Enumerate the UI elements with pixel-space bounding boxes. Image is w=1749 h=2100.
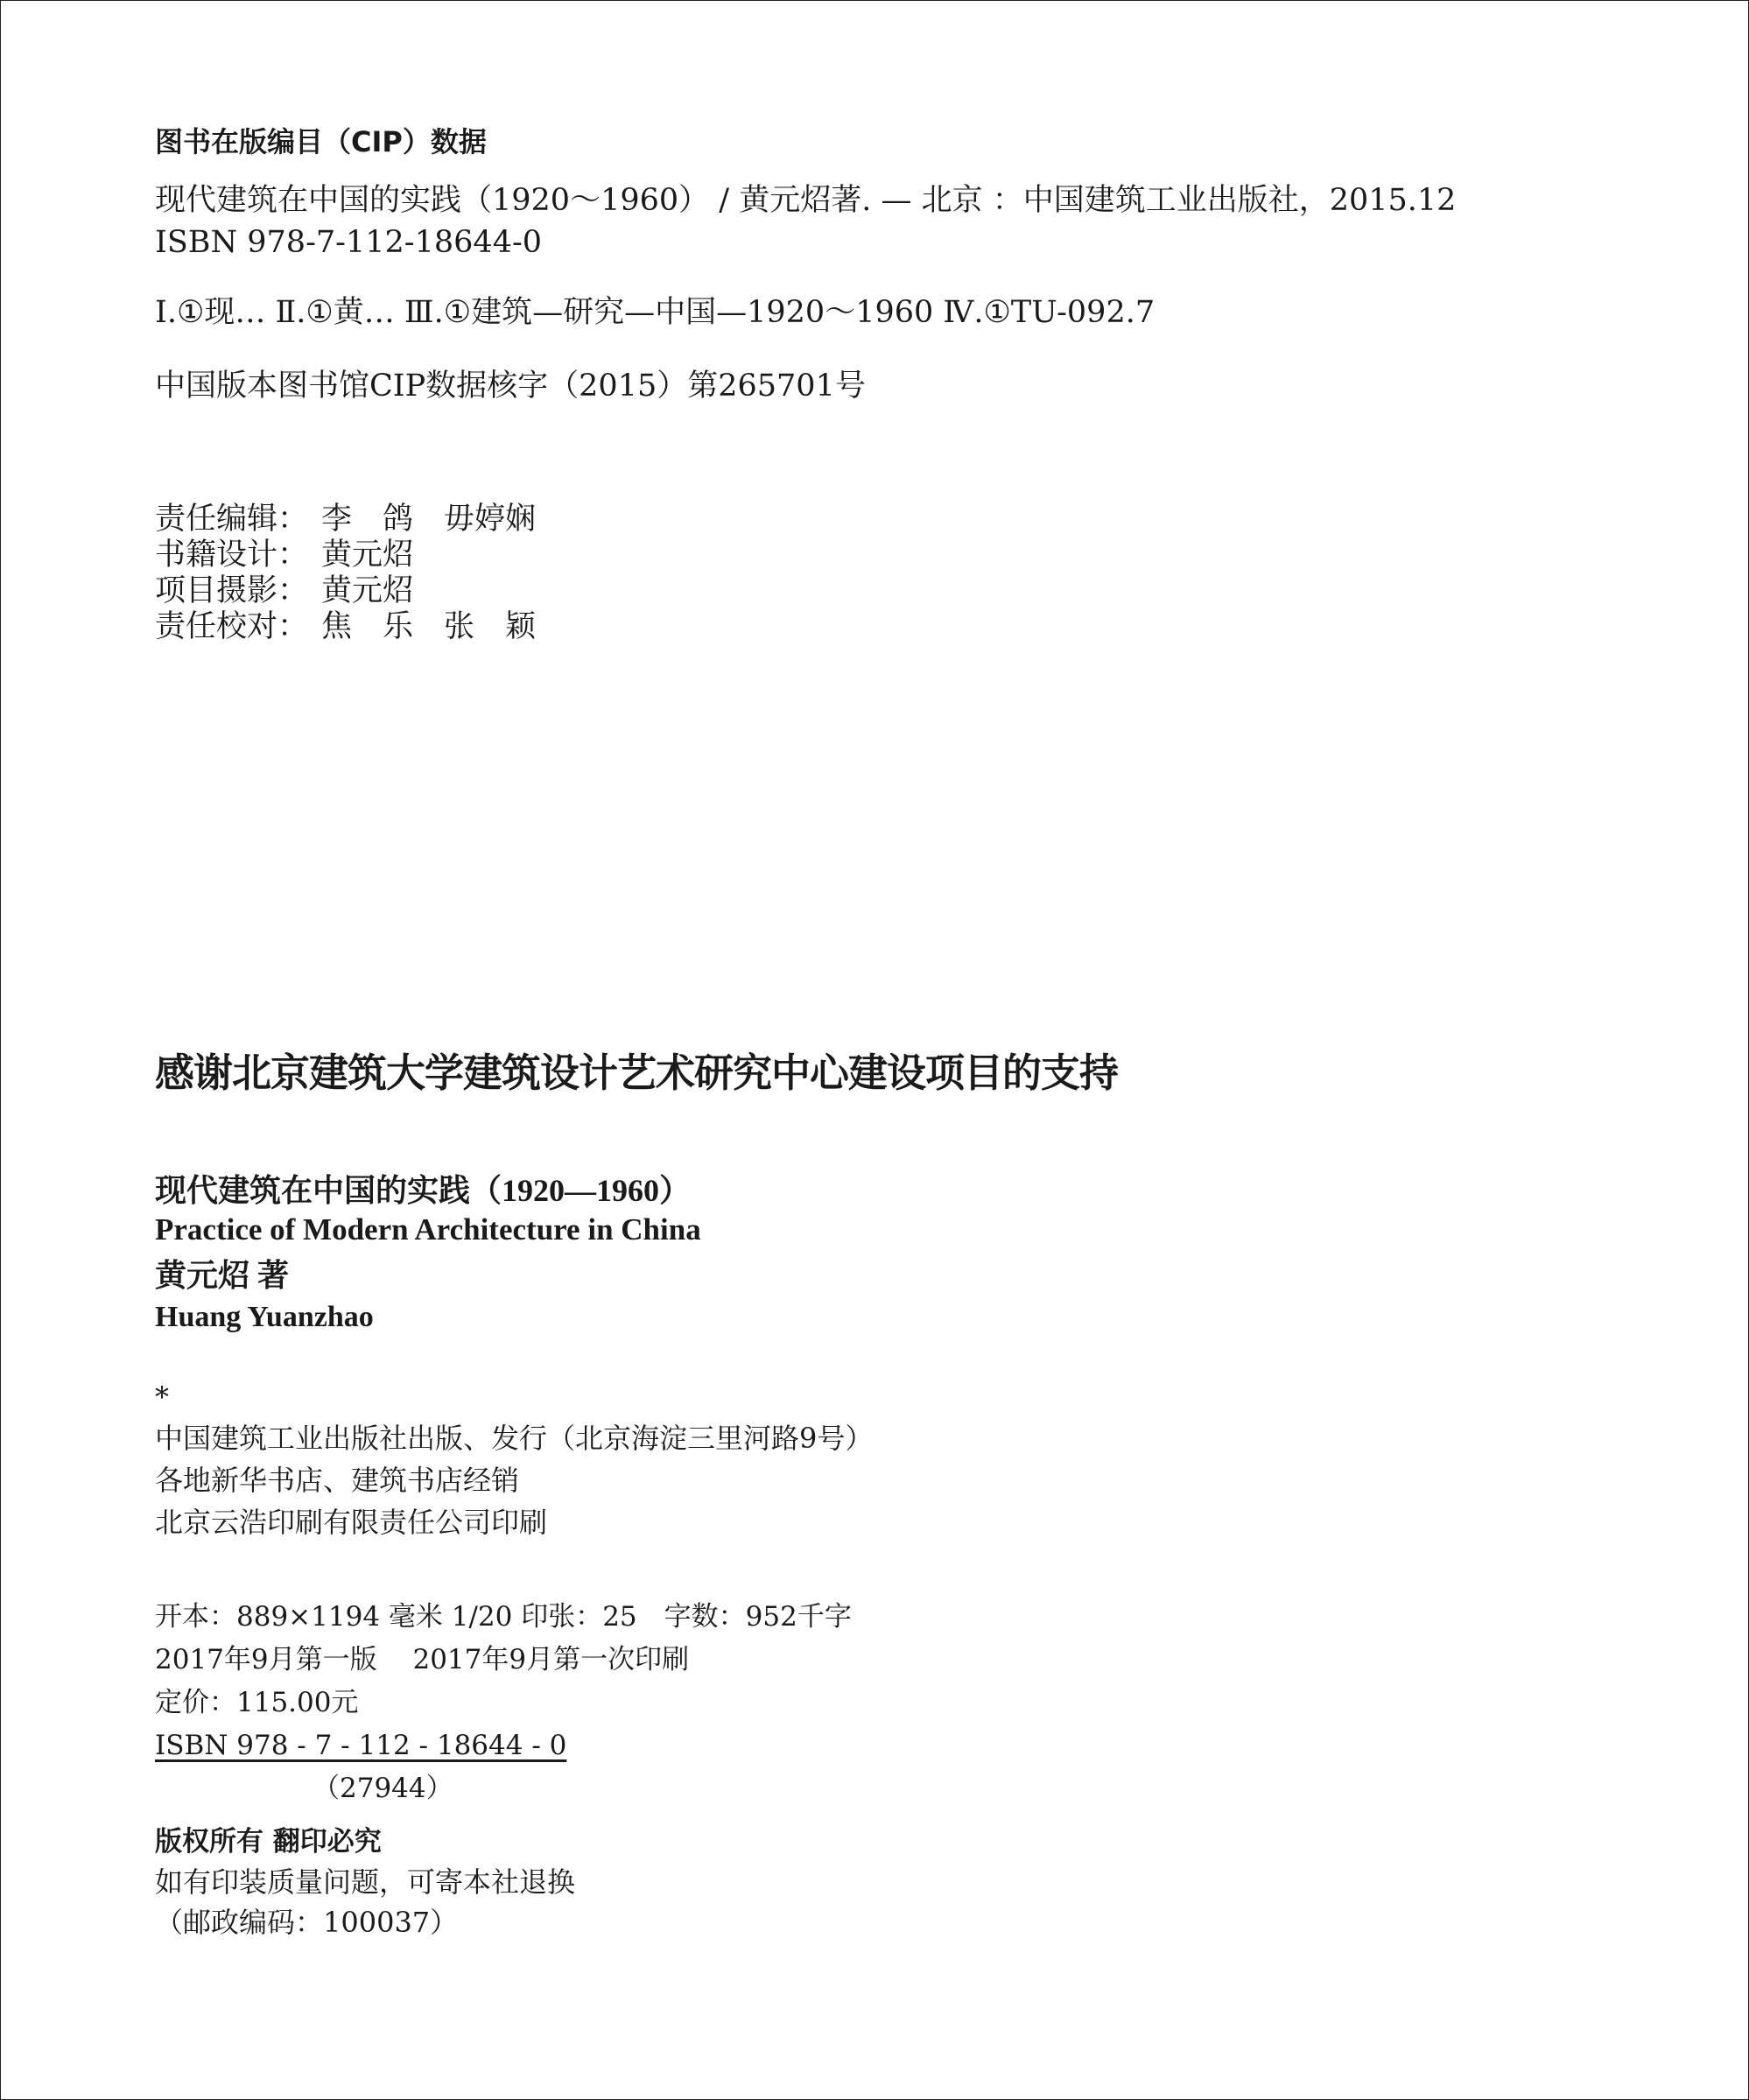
credit-label: 责任校对： [155,609,309,644]
cip-record [155,179,1456,263]
credit-row [155,573,536,609]
cip-line-1: 现代建筑在中国的实践（1920～1960） / 黄元炤著. — 北京 ：中国建筑工业出版社，2015.12 [155,183,1457,218]
price-line: 定价：115.00元 [155,1687,359,1718]
credit-value: 黄元炤 [321,537,414,572]
distributor-line: 各地新华书店、建筑书店经销 [155,1464,520,1497]
publisher-info [155,1417,873,1543]
credit-row [155,502,536,537]
catalog-code: （27944） [313,1773,453,1804]
publisher-line: 中国建筑工业出版社出版、发行（北京海淀三里河路9号） [155,1422,874,1455]
editor-credits [155,502,536,645]
isbn-line: ISBN 978 - 7 - 112 - 18644 - 0 [155,1730,567,1761]
rights-notice [155,1822,575,1942]
printer-line: 北京云浩印刷有限责任公司印刷 [155,1506,548,1539]
credit-value: 黄元炤 [321,573,414,608]
return-policy: 如有印装质量问题，可寄本社退换 [155,1865,576,1899]
copyright-notice: 版权所有 翻印必究 [155,1826,382,1858]
cip-heading: 图书在版编目（CIP）数据 [155,125,487,158]
format-line: 开本：889×1194 毫米 1/20 印张：25 字数：952千字 [155,1601,852,1633]
book-titles [155,1170,701,1337]
credit-label: 书籍设计： [155,537,309,572]
acknowledgement: 感谢北京建筑大学建筑设计艺术研究中心建设项目的支持 [155,1050,1119,1096]
credit-value: 李 鸽 毋婷娴 [321,502,537,537]
author-en: Huang Yuanzhao [155,1301,374,1333]
separator-asterisk: * [155,1380,169,1414]
book-title-cn: 现代建筑在中国的实践（1920—1960） [155,1173,692,1208]
credit-row [155,537,536,573]
book-specs [155,1596,852,1810]
cip-classification: Ⅰ.①现… Ⅱ.①黄… Ⅲ.①建筑—研究—中国—1920～1960 Ⅳ.①TU-092.7 [155,295,1155,330]
credit-label: 责任编辑： [155,502,309,537]
credit-value: 焦 乐 张 颖 [321,609,537,644]
edition-line: 2017年9月第一版 2017年9月第一次印刷 [155,1644,690,1675]
credit-label: 项目摄影： [155,573,309,608]
author-cn: 黄元炤 著 [155,1258,290,1293]
postcode-line: （邮政编码：100037） [155,1906,459,1939]
cip-isbn: ISBN 978-7-112-18644-0 [155,225,543,260]
cip-library-record: 中国版本图书馆CIP数据核字（2015）第265701号 [155,369,866,404]
book-title-en: Practice of Modern Architecture in China [155,1212,701,1247]
credit-row [155,609,536,645]
